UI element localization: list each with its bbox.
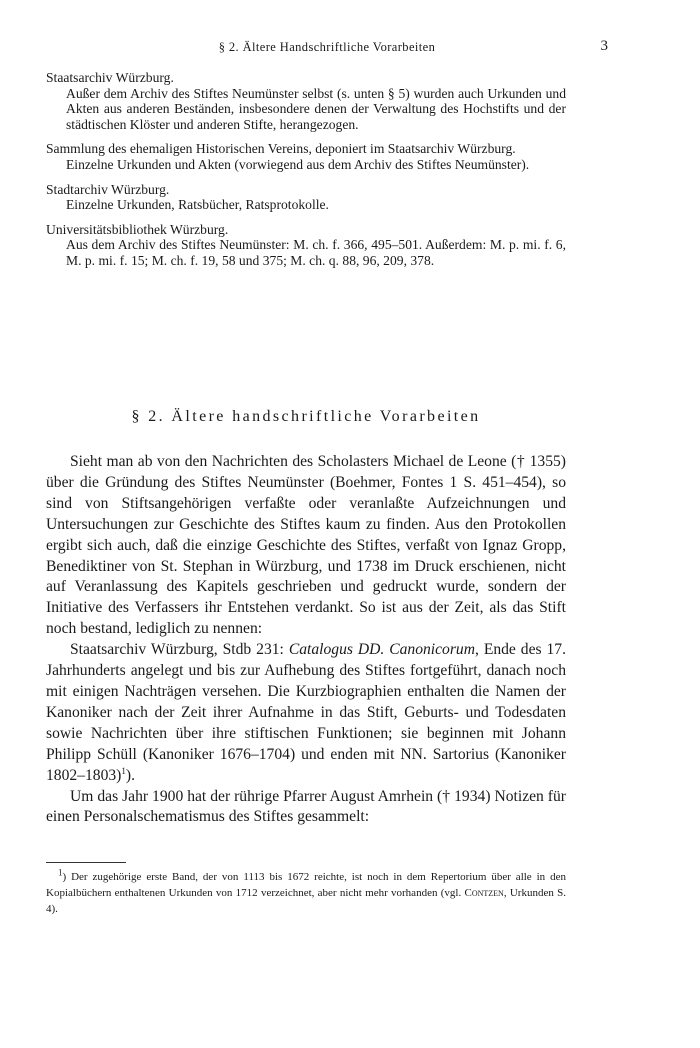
- paragraph: Sieht man ab von den Nachrichten des Scholasters Michael de Leone († 1355) über die Gründung des Stiftes Neumünster (Boehmer, Fontes 1 S. 451–454), so sind von Stiftsangehörigen verfaßte oder veranlaßte Aufzeichnungen und Untersuchungen zur Geschichte des Stiftes kaum zu finden. Aus den Protokollen ergibt sich auch, daß die einzige Geschichte des Stiftes, verfaßt von Ignaz Gropp, Benediktiner von St. Stephan in Würzburg, und 1738 im Druck erschienen, nicht auf Veranlassung des Kapitels geschrieben und gedruckt wurde, sondern der Initiative des Verfassers ihr Entstehen verdankt. So ist aus der Zeit, als das Stift noch bestand, lediglich zu nennen:: [46, 453, 566, 638]
- source-title: Universitätsbibliothek Würzburg.: [46, 221, 229, 237]
- source-description: Aus dem Archiv des Stiftes Neumünster: M. ch. f. 366, 495–501. Außerdem: M. p. mi. f. 6, M. p. mi. f. 15; M. ch. f. 19, 58 und 375; M. ch. q. 88, 96, 209, 378.: [66, 237, 566, 268]
- source-description: Einzelne Urkunden und Akten (vorwiegend aus dem Archiv des Stiftes Neumünster).: [66, 156, 530, 172]
- source-description: Außer dem Archiv des Stiftes Neumünster selbst (s. unten § 5) wurden auch Urkunden und Akten aus anderen Beständen, insbesondere denen der Verwaltung des Hochstifts und der städtischen Klöster und anderen Stifte, herangezogen.: [66, 85, 566, 132]
- body-text: [46, 452, 566, 828]
- source-entry-staatsarchiv: [46, 70, 566, 132]
- paragraph-lead: Staatsarchiv Würzburg, Stdb 231:: [70, 641, 284, 659]
- source-list: [46, 70, 566, 278]
- section-heading: § 2. Ältere handschriftliche Vorarbeiten: [131, 408, 481, 425]
- paragraph-catalogus: [46, 640, 566, 786]
- footnote-mark: 1: [58, 867, 63, 878]
- running-head-title: § 2. Ältere Handschriftliche Vorarbeiten: [218, 40, 436, 54]
- footnote-reference: 1: [121, 765, 126, 776]
- source-title: Staatsarchiv Würzburg.: [46, 70, 174, 85]
- source-entry-universitaetsbibliothek: [46, 222, 566, 269]
- running-head: [46, 38, 608, 58]
- footnote-divider: [46, 862, 126, 863]
- source-title: Stadtarchiv Würzburg.: [46, 181, 170, 197]
- source-entry-stadtarchiv: [46, 182, 566, 213]
- source-description: Einzelne Urkunden, Ratsbücher, Ratsprotokolle.: [66, 197, 329, 213]
- footnote-end: , Urkunden S. 4).: [46, 886, 566, 915]
- paragraph-text: , Ende des 17. Jahrhunderts angelegt und bis zur Aufhebung des Stiftes fortgeführt, danach noch mit einigen Nachträgen versehen. Die Kurzbiographien enthalten die Namen der Kanoniker nach der Zeit ihrer Aufnahme in das Stift, Geburts- und Todesdaten sowie Nachrichten über ihre stiftischen Funktionen; sie beginnen mit Johann Philipp Schüll (Kanoniker 1676–1704) und enden mit NN. Sartorius (Kanoniker 1802–1803): [46, 641, 566, 784]
- footnote: [46, 867, 566, 917]
- paragraph-end: ).: [125, 766, 135, 784]
- page-number: 3: [600, 38, 608, 54]
- work-title: Catalogus DD. Canonicorum: [288, 641, 475, 659]
- source-entry-historischer-verein: [46, 141, 566, 172]
- footnote-body: ) Der zugehörige erste Band, der von 1113 bis 1672 reichte, ist noch in dem Repertorium über alle in den Kopialbüchern enthaltenen Urkunden von 1712 verzeichnet, aber nicht mehr vorhanden (vgl.: [46, 871, 566, 899]
- footnote-author: Contzen: [464, 886, 504, 899]
- source-title: Sammlung des ehemaligen Historischen Vereins, deponiert im Staatsarchiv Würzburg.: [46, 141, 516, 157]
- footnote-text: [46, 867, 566, 917]
- paragraph: Um das Jahr 1900 hat der rührige Pfarrer August Amrhein († 1934) Notizen für einen Personalschematismus des Stiftes gesammelt:: [46, 787, 566, 826]
